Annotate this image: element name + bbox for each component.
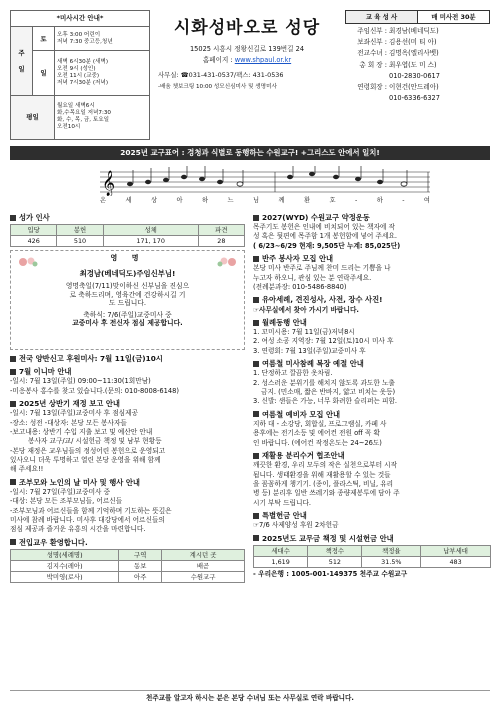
section-text: -조부모님과 어르신들을 함께 기억하며 기도하는 뜻깊은 bbox=[10, 506, 172, 515]
diocese-motto-banner: 2025년 교구표어 : 경청과 식별로 동행하는 수원교구! +그리스도 안에서 일치! bbox=[10, 146, 490, 160]
section-heading bbox=[253, 410, 491, 419]
section-heading bbox=[253, 213, 491, 222]
section-heading bbox=[10, 354, 245, 363]
section-text: 미사에 참례 바랍니다. 미사후 대강당에서 어르신들의 bbox=[10, 516, 165, 525]
lyric-syllable: 하 bbox=[376, 197, 383, 204]
bullet-square-icon bbox=[253, 361, 259, 367]
table-header: 성체 bbox=[103, 225, 198, 236]
staff-name: 010-6336-6327 bbox=[389, 94, 440, 103]
lyric-syllable: 세 bbox=[125, 197, 132, 204]
blessing-line: 축하식: 7/6(주일)교중미사 중 bbox=[83, 310, 172, 319]
section-title: 전국 양반신고 후원미사: 7월 11일(금)10시 bbox=[19, 354, 163, 364]
bullet-square-icon bbox=[10, 356, 16, 362]
mass-schedule-box bbox=[10, 10, 150, 140]
staff-row bbox=[345, 61, 490, 69]
table-cell: 김지수(레아) bbox=[11, 560, 119, 571]
table-header: 구역 bbox=[119, 549, 162, 560]
section-heading bbox=[253, 534, 491, 543]
section-text: 용후에는 전기소등 및 에어컨 전원 off 꼭 확 bbox=[253, 429, 380, 438]
blessing-line: 최경남(베네딕도)주임신부님! bbox=[79, 268, 176, 278]
svg-text:𝄞: 𝄞 bbox=[102, 171, 116, 196]
bullet-square-icon bbox=[253, 297, 259, 303]
attendance-table bbox=[10, 224, 245, 247]
lyric-syllable: 하 bbox=[202, 197, 209, 204]
section-title: 반주 봉사자 모집 안내 bbox=[262, 254, 334, 264]
section-heading bbox=[253, 254, 491, 263]
section-title: 전입교우 환영합니다. bbox=[19, 537, 88, 547]
blessing-line: 영명축일(7/11)맞이하신 신부님을 진심으 bbox=[65, 282, 190, 291]
parish-title: 시화성바오로 성당 bbox=[173, 18, 321, 38]
feast-day-blessing-box bbox=[10, 250, 245, 350]
table-cell: 28 bbox=[198, 236, 244, 247]
lyric-syllable: 께 bbox=[278, 197, 285, 204]
flower-icon bbox=[17, 255, 39, 269]
right-column bbox=[253, 209, 491, 578]
section-heading bbox=[10, 367, 245, 376]
finance-table bbox=[253, 545, 491, 568]
section-heading bbox=[10, 538, 245, 547]
bullet-square-icon bbox=[10, 215, 16, 221]
parish-header bbox=[152, 10, 342, 140]
mass-weekday-times: 월요일 새벽6시 화,수목요일 저녁7:30 화, 수, 목, 금, 토요일 오전10시 bbox=[55, 95, 150, 139]
staff-row bbox=[345, 83, 490, 91]
section-text: ( 6/23~6/29 현재: 9,505단 누계: 85,025단) bbox=[253, 241, 401, 250]
staff-name: 김명옥(엘리사벳) bbox=[389, 49, 439, 58]
section-text: 본당 미사 반주로 주님께 찬미 드리는 기쁨을 나 bbox=[253, 264, 391, 273]
mass-title: *미사시간 안내* bbox=[11, 11, 150, 27]
lyric-syllable: 상 bbox=[151, 197, 158, 204]
section-title: 월례동행 안내 bbox=[262, 317, 307, 327]
section-title: 여름철 예비자 모집 안내 bbox=[262, 409, 341, 419]
section-heading bbox=[10, 478, 245, 487]
lyric-syllable: 환 bbox=[304, 197, 311, 204]
staff-role: 주임신부 : bbox=[357, 27, 387, 35]
section-text: 성 혹은 뒷편에 목주함 1개 봉헌함에 넣어 주세요. bbox=[253, 232, 398, 241]
table-cell: 1,619 bbox=[254, 556, 308, 567]
staff-name: 김용선(미 티 아) bbox=[389, 38, 437, 47]
table-cell: 171, 170 bbox=[103, 236, 198, 247]
table-row bbox=[11, 571, 245, 582]
blessing-line: 교중미사 후 전신자 점심 제공합니다. bbox=[72, 319, 183, 328]
section-text: -미응봉사 홍수를 찾고 있습니다.(문의: 010-8008-6148) bbox=[10, 386, 180, 395]
lyric-syllable: - bbox=[402, 197, 405, 204]
section-heading bbox=[253, 318, 491, 327]
parish-address: 15025 시흥시 정왕신길로 139번길 24 bbox=[189, 45, 305, 54]
section-text: -일시: 7월 13일(주일)교중미사 후 점심제공 bbox=[10, 409, 139, 418]
blessing-title: 영 명 bbox=[110, 254, 145, 263]
attendance-title: 성가 인사 bbox=[19, 213, 50, 222]
section-heading bbox=[253, 359, 491, 368]
bullet-square-icon bbox=[253, 215, 259, 221]
staff-name: 010-2830-0617 bbox=[389, 71, 440, 80]
table-cell: 박미영(로사) bbox=[11, 571, 119, 582]
section-text: 봉사자 교구/교/ 시설헌금 책정 및 남부 현황등 bbox=[28, 437, 162, 446]
section-text: 3. 신발: 샌들은 가능, 너무 화려한 슬리퍼는 피함. bbox=[253, 397, 398, 406]
section-title: 7월 이니마 안내 bbox=[19, 367, 72, 377]
table-row bbox=[11, 560, 245, 571]
section-title: 유아세례, 견진성사, 사전, 장수 사진! bbox=[262, 295, 383, 305]
bullet-square-icon bbox=[253, 535, 259, 541]
mass-sunday-times: 새벽 6시30분 (새벽) 오전 9시 (성인) 오전 11시 (교중) 저녁 7시30분 (저녁) bbox=[55, 51, 150, 95]
homepage-line bbox=[152, 56, 342, 64]
table-header: 납부세대 bbox=[421, 545, 491, 556]
staff-panel bbox=[345, 10, 490, 140]
table-cell: 510 bbox=[57, 236, 103, 247]
mass-label-weekday: 평일 bbox=[11, 95, 55, 139]
confession-time: 매 미사전 30분 bbox=[431, 13, 476, 21]
section-text: -대상: 본당 모든 조부모님들, 어르신들 bbox=[10, 497, 123, 506]
table-header: 계시던 곳 bbox=[162, 549, 245, 560]
section-text: 3. 연령회: 7월 13일(주일)교중미사 후 bbox=[253, 346, 366, 355]
mass-sub-saturday: 토 bbox=[33, 26, 55, 50]
section-text: 시기 부탁 드립니다. bbox=[253, 498, 312, 507]
table-cell: 426 bbox=[11, 236, 57, 247]
section-text: 2. 여성 소공 지역장: 7월 12일(토)10시 미사 후 bbox=[253, 337, 394, 346]
staff-row bbox=[345, 49, 490, 57]
table-header: 세대수 bbox=[254, 545, 308, 556]
office-notice: -배움 쳇보크팅 10:00 성모신심미사 및 생명미사 bbox=[158, 83, 277, 90]
bullet-square-icon bbox=[253, 453, 259, 459]
section-text: -보고내용: 상반기 수입 지출 보고 및 예산안 안내 bbox=[10, 427, 153, 436]
table-row bbox=[254, 556, 491, 567]
section-title: 2025년 상반기 재정 보고 안내 bbox=[19, 399, 120, 409]
section-title: 여름철 미사참례 복장 예절 안내 bbox=[262, 359, 364, 369]
bullet-square-icon bbox=[253, 320, 259, 326]
staff-row bbox=[345, 38, 490, 46]
table-cell: 수원교구 bbox=[162, 571, 245, 582]
section-text: 깨끗한 환경, 우리 모두의 작은 실천으로부터 시작 bbox=[253, 461, 398, 470]
section-text: 1. 꼬미시용: 7월 11일(금)저녁8시 bbox=[253, 328, 355, 337]
section-text: -일시: 7월 13일(주일) 09:00~11:30(1회만남) bbox=[10, 377, 151, 386]
table-header: 입당 bbox=[11, 225, 57, 236]
section-text: ☞사무실에서 찾아 가시기 바랍니다. bbox=[253, 305, 359, 314]
section-text: 병 등) 분리후 일반 쓰레기와 종량제봉투에 담아 주 bbox=[253, 489, 400, 498]
section-text: 목주기도 봉헌은 인내에 비치되어 있는 책자에 작 bbox=[253, 223, 395, 232]
section-text: 금지. (민소매, 짧은 반바지, 얇고 비치는 옷등) bbox=[261, 388, 396, 397]
mass-label-sunday: 주 일 bbox=[11, 26, 33, 95]
section-text: 인 바랍니다. (에어컨 작정온도는 24~26도) bbox=[253, 438, 382, 447]
lyric-syllable: 여 bbox=[423, 197, 430, 204]
section-title: 특별헌금 안내 bbox=[262, 511, 307, 521]
section-text: 을 꼼꼼하게 챙기기. (종이, 플라스틱, 비닐, 유리 bbox=[253, 479, 394, 488]
lyric-syllable: 아 bbox=[176, 197, 183, 204]
mass-sub-sunday: 일 bbox=[33, 51, 55, 95]
staff-role bbox=[345, 72, 389, 80]
section-text: (전례분과장: 010-5486-8840) bbox=[253, 283, 347, 292]
table-header: 책정수 bbox=[308, 545, 362, 556]
section-text: 해 주세요!! bbox=[10, 465, 44, 474]
table-cell: 483 bbox=[421, 556, 491, 567]
bullet-square-icon bbox=[253, 411, 259, 417]
bullet-square-icon bbox=[253, 513, 259, 519]
section-text: 됩니다. 생태환경을 위해 재활용할 수 있는 것들 bbox=[253, 470, 391, 479]
staff-role: 전교수녀 : bbox=[357, 49, 387, 58]
section-text: -본당 재정은 교우님들의 정성어린 봉헌으로 운영되고 bbox=[10, 446, 166, 455]
lyric-syllable: 호 bbox=[329, 197, 336, 204]
table-header: 봉헌 bbox=[57, 225, 103, 236]
section-heading bbox=[253, 451, 491, 460]
staff-row bbox=[345, 72, 490, 80]
lyric-syllable: 님 bbox=[253, 197, 260, 204]
section-text: 점심 제공과 즐거운 유흥의 시간을 마련합니다. bbox=[10, 525, 146, 534]
section-text: ☞7/6 사제양성 후원 2차헌금 bbox=[253, 521, 339, 530]
table-cell: 아주 bbox=[119, 571, 162, 582]
bullet-square-icon bbox=[10, 369, 16, 375]
section-text: 1. 단정하고 깔끔한 옷차림. bbox=[253, 369, 333, 378]
staff-name: 이현건(안드레아) bbox=[389, 83, 439, 92]
staff-role: 총 회 장 : bbox=[359, 60, 387, 69]
office-phone: 사무실: ☎031-431-0537/팩스: 431-0536 bbox=[158, 70, 284, 79]
section-title: 조부모와 노인의 날 미사 및 행사 안내 bbox=[19, 477, 140, 487]
table-header: 책정율 bbox=[362, 545, 421, 556]
section-heading bbox=[253, 511, 491, 520]
lyric-syllable: 느 bbox=[227, 197, 234, 204]
homepage-link[interactable]: www.shpaul.or.kr bbox=[234, 56, 292, 65]
staff-row bbox=[345, 27, 490, 35]
left-column bbox=[10, 209, 245, 583]
section-text: 지하 대 - 소강당, 회합실, 프로그램실, 카페 사 bbox=[253, 419, 387, 428]
section-title: 2027(WYD) 수원교구 약정운동 bbox=[262, 213, 370, 222]
table-header: 성명(세례명) bbox=[11, 549, 119, 560]
table-cell: 배곧 bbox=[162, 560, 245, 571]
blessing-line: 도 드립니다. bbox=[108, 299, 147, 308]
confession-header bbox=[345, 10, 490, 24]
table-cell: 512 bbox=[308, 556, 362, 567]
lyric-syllable: 온 bbox=[100, 197, 107, 204]
table-header: 파견 bbox=[198, 225, 244, 236]
section-heading bbox=[10, 213, 245, 222]
section-text: 누고자 하오니, 관심 있는 분 연락주세요. bbox=[253, 273, 372, 282]
flower-icon bbox=[216, 255, 238, 269]
section-text: 있사오니 더욱 투명하고 열린 본당 운영을 위해 함께 bbox=[10, 456, 161, 465]
blessing-line: 로 축하드리며, 영육간에 건강하시길 기 bbox=[69, 290, 186, 299]
lyric-syllable: - bbox=[355, 197, 358, 204]
section-text: -장소: 성전 -대상자: 본당 모든 봉사자들 bbox=[10, 418, 127, 427]
bullet-square-icon bbox=[10, 401, 16, 407]
staff-role: 보좌신부 : bbox=[357, 38, 387, 47]
section-title: 재활용 분리수거 협조안내 bbox=[262, 451, 345, 461]
mass-saturday-times: 오후 3:00 어린이 저녁 7:30 중고등,청년 bbox=[55, 26, 150, 50]
staff-role: 연령회장 : bbox=[357, 83, 387, 92]
table-cell: 31.5% bbox=[362, 556, 421, 567]
table-cell: 동보 bbox=[119, 560, 162, 571]
confession-label: 교 육 성 사 bbox=[346, 11, 418, 23]
bullet-square-icon bbox=[10, 539, 16, 545]
section-title: 2025년도 교무금 책정 및 시설헌금 안내 bbox=[262, 533, 394, 543]
bank-account: - 우리은행 : 1005-001-149375 천주교 수원교구 bbox=[253, 569, 408, 578]
section-heading bbox=[253, 295, 491, 304]
music-staff-icon bbox=[100, 166, 430, 196]
bullet-square-icon bbox=[253, 256, 259, 262]
footer-notice: 천주교를 알고자 하시는 분은 본당 수녀님 또는 사무실로 연락 바랍니다. bbox=[10, 690, 490, 702]
staff-name: 최경남(베네딕도) bbox=[389, 27, 439, 35]
transfer-table bbox=[10, 549, 245, 583]
section-text: -일시: 7월 27일(주일)교중미사 중 bbox=[10, 487, 111, 496]
staff-role bbox=[345, 94, 389, 102]
section-text: 2. 성스러운 분위기를 해치지 않도록 과도한 노출 bbox=[253, 378, 395, 387]
hymn-lyrics bbox=[100, 197, 430, 205]
homepage-label: 홈페이지 : bbox=[202, 56, 235, 65]
staff-row bbox=[345, 94, 490, 102]
staff-name: 최우엽(도 미 스) bbox=[389, 60, 437, 69]
bullet-square-icon bbox=[10, 479, 16, 485]
section-heading bbox=[10, 399, 245, 408]
